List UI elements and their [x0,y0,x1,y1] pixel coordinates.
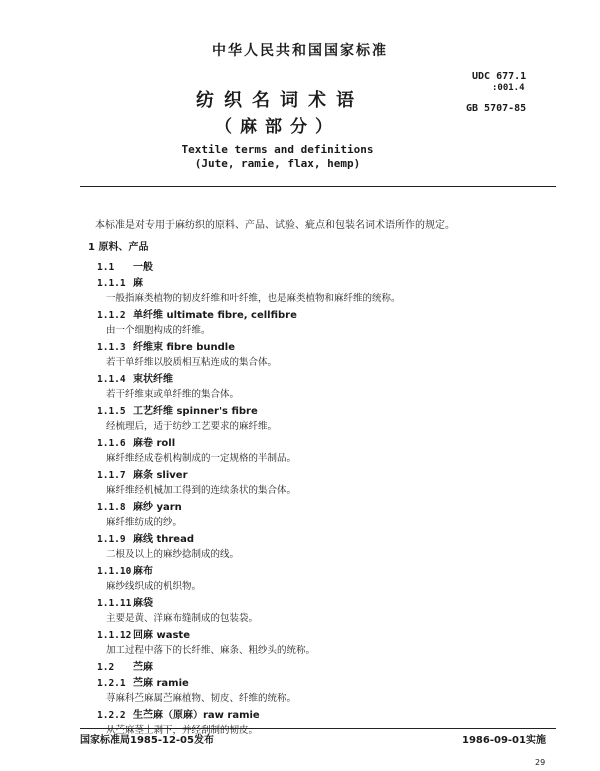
term-heading [97,466,188,481]
term-heading [97,562,153,577]
term-heading [97,338,235,353]
term-label: 苎麻 [133,662,153,673]
term-number: 1.1.11 [97,598,132,609]
term-definition: 由一个细胞构成的纤维。 [106,325,211,336]
term-label: 麻线 thread [133,534,195,545]
publish-date: 国家标准局1985-12-05发布 [80,735,214,746]
term-label: 麻 [133,278,143,289]
term-heading [97,594,153,609]
term-number: 1.1 [97,262,115,273]
term-definition: 一般指麻类植物的韧皮纤维和叶纤维，也是麻类植物和麻纤维的统称。 [106,293,401,304]
term-heading [97,258,153,273]
term-number: 1.1.5 [97,406,126,417]
term-number: 1.1.4 [97,374,126,385]
term-definition: 从苎麻茎上剥下，并经刮制的韧皮。 [106,725,259,736]
term-number: 1.1.2 [97,310,126,321]
term-label: 工艺纤维 spinner's fibre [133,406,258,417]
udc-code-suffix: :001.4 [492,83,525,93]
term-label: 纤维束 fibre bundle [133,342,236,353]
term-label: 生苎麻（原麻）raw ramie [133,710,260,721]
term-number: 1.2.2 [97,710,126,721]
effective-date: 1986-09-01实施 [462,735,546,746]
term-label: 束状纤维 [133,374,173,385]
term-number: 1.1.1 [97,278,126,289]
footer-divider [80,728,556,729]
gb-standard-number: GB 5707-85 [466,103,527,114]
term-number: 1.2.1 [97,678,126,689]
term-heading [97,370,173,385]
section-heading: 1 原料、产品 [88,242,149,253]
term-heading [97,434,175,449]
term-label: 麻布 [133,566,153,577]
term-label: 麻袋 [133,598,153,609]
term-label: 单纤维 ultimate fibre, cellfibre [133,310,297,321]
term-label: 麻条 sliver [133,470,188,481]
term-definition: 若干单纤维以胶质相互粘连成的集合体。 [106,357,278,368]
header-divider [80,186,556,187]
term-heading [97,530,194,545]
term-number: 1.1.7 [97,470,126,481]
term-definition: 麻纤维经机械加工得到的连续条状的集合体。 [106,485,297,496]
term-heading [97,498,182,513]
term-definition: 若干纤维束或单纤维的集合体。 [106,389,240,400]
term-definition: 经梳理后，适于纺纱工艺要求的麻纤维。 [106,421,278,432]
term-label: 回麻 waste [133,630,190,641]
english-subtitle: (Jute, ramie, flax, hemp) [194,157,361,170]
document-title: 纺织名词术语 [196,90,364,111]
udc-code: UDC 677.1 [472,71,527,82]
term-label: 麻纱 yarn [133,502,182,513]
term-number: 1.1.9 [97,534,126,545]
term-definition: 麻纤维纺成的纱。 [106,517,183,528]
term-heading [97,306,297,321]
term-heading [97,274,143,289]
document-subtitle: （麻部分） [215,117,340,137]
term-definition: 荨麻科苎麻属苎麻植物、韧皮、纤维的统称。 [106,693,297,704]
term-label: 麻卷 roll [133,438,176,449]
term-definition: 主要是黄、洋麻布缝制成的包装袋。 [106,613,259,624]
term-definition: 麻纤维经成卷机构制成的一定规格的半制品。 [106,453,297,464]
term-heading [97,626,190,641]
term-definition: 麻纱线织成的机织物。 [106,581,202,592]
term-number: 1.1.8 [97,502,126,513]
intro-paragraph: 本标准是对专用于麻纺织的原料、产品、试验、疵点和包装名词术语所作的规定。 [95,220,455,231]
term-heading [97,402,258,417]
term-definition: 二根及以上的麻纱捻制成的线。 [106,549,240,560]
term-number: 1.1.3 [97,342,126,353]
header-organization: 中华人民共和国国家标准 [212,43,388,59]
term-number: 1.1.6 [97,438,126,449]
term-label: 一般 [133,262,153,273]
term-definition: 加工过程中落下的长纤维、麻条、粗纱头的统称。 [106,645,316,656]
term-number: 1.1.12 [97,630,132,641]
term-heading [97,706,260,721]
term-number: 1.1.10 [97,566,132,577]
english-title: Textile terms and definitions [181,143,374,156]
term-heading [97,674,189,689]
term-label: 苎麻 ramie [133,678,189,689]
term-heading [97,658,153,673]
term-number: 1.2 [97,662,115,673]
page-number: 29 [535,758,546,767]
